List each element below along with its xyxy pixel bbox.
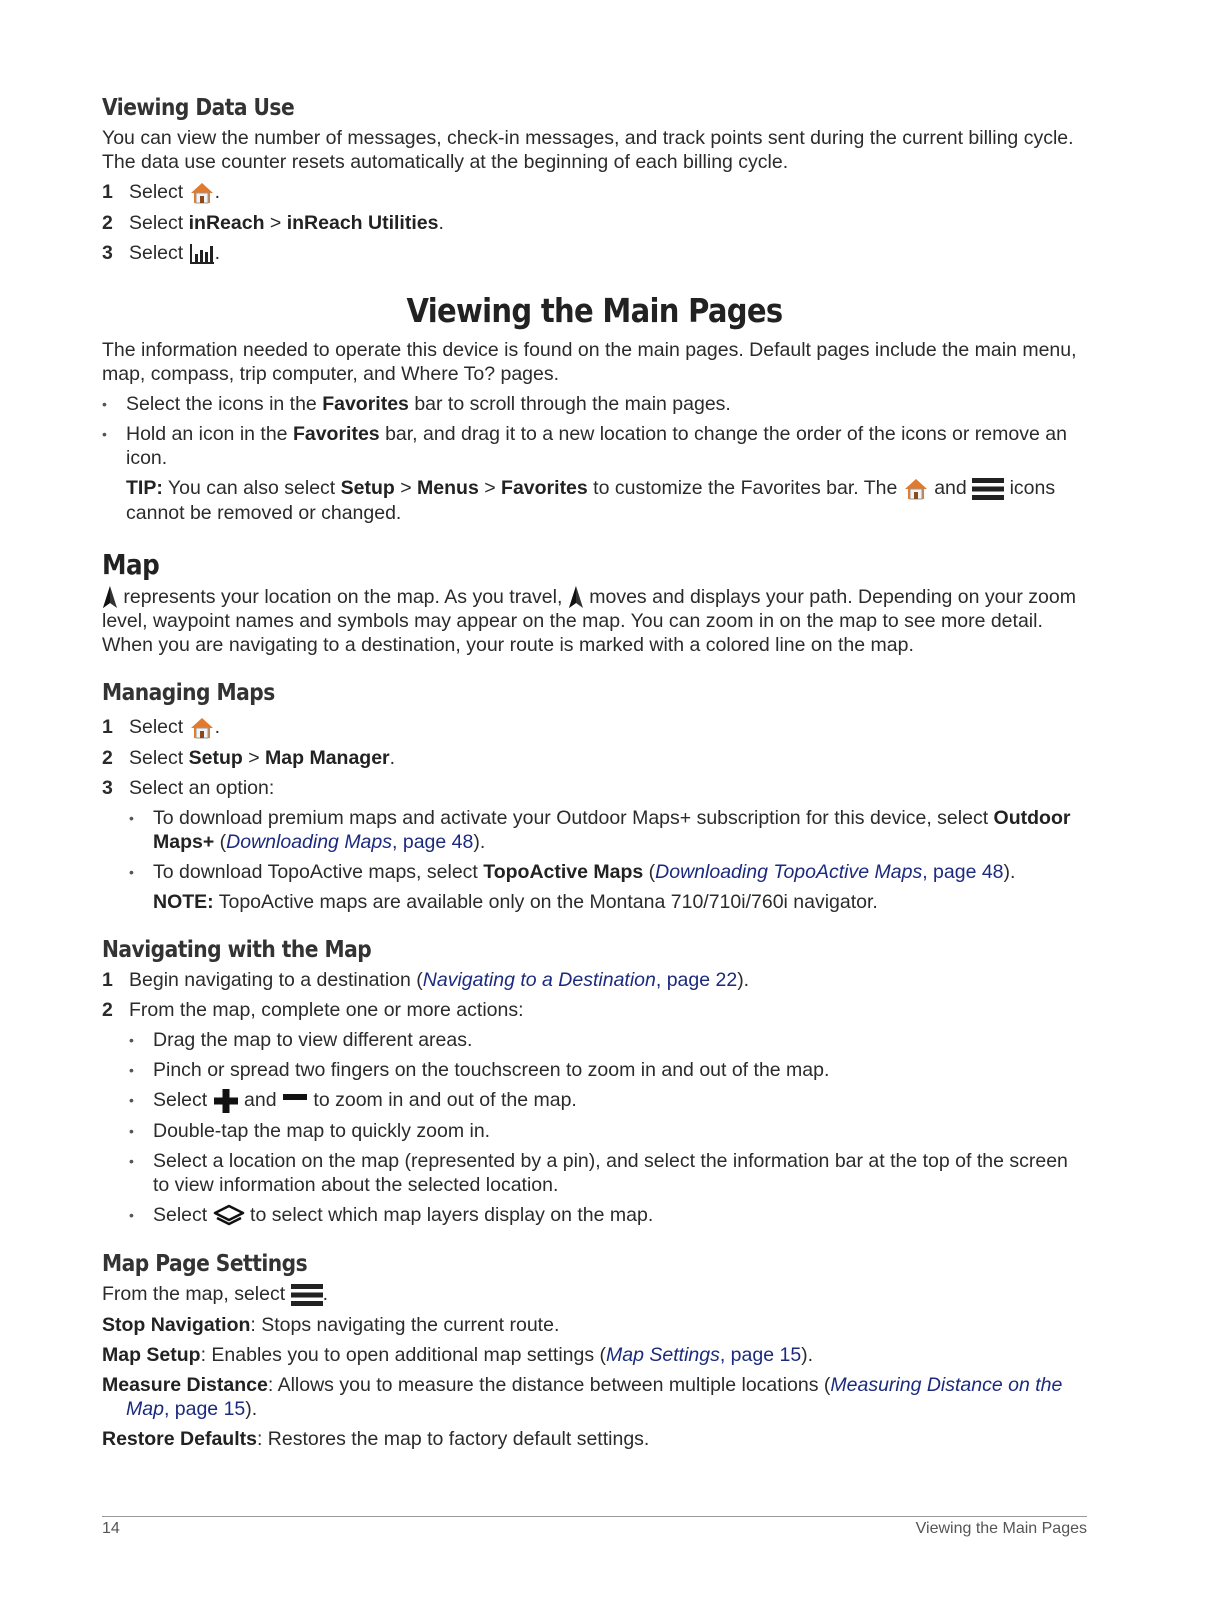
heading-viewing-data-use: Viewing Data Use <box>102 95 295 121</box>
bar-chart-icon <box>189 242 215 266</box>
step-1: 1 Select . <box>102 181 221 203</box>
map-intro: represents your location on the map. As you travel, moves and displays your path. Depending on your zoom level, waypoint names and symbols may appear on the map. You can zoom in on the map to see more detail. When you are navigating to a destination, your route is marked with a colored line on the map. <box>102 585 1076 657</box>
heading-managing-maps: Managing Maps <box>102 680 275 707</box>
layers-icon <box>213 1204 245 1228</box>
list-item: • Select to select which map layers display on the map. <box>129 1204 654 1227</box>
link-measuring-distance[interactable]: Measuring Distance on the Map, page 15 <box>126 1373 1063 1420</box>
footer-section-title: Viewing the Main Pages <box>915 1520 1087 1537</box>
step-2: 2 Select inReach > inReach Utilities. <box>102 211 444 234</box>
list-item: • To download premium maps and activate your Outdoor Maps+ subscription for this device, select Outdoor Maps+ (Downloading Maps, page 48). <box>129 807 1071 854</box>
menu-icon <box>972 477 1004 501</box>
main-pages-intro: The information needed to operate this device is found on the main pages. Default pages include the main menu, map, compass, trip computer, and Where To? pages. <box>102 338 1077 385</box>
step-3: 3 Select . <box>102 241 221 264</box>
link-navigating-to-destination[interactable]: Navigating to a Destination, page 22 <box>422 969 738 992</box>
document-page <box>102 92 1087 1451</box>
page-footer <box>102 1516 1087 1538</box>
list-item: • Select a location on the map (represented by a pin), and select the information bar at the top of the screen to view information about the selected location. <box>129 1150 1068 1197</box>
link-downloading-topoactive-maps[interactable]: Downloading TopoActive Maps, page 48 <box>655 861 1004 884</box>
link-map-settings[interactable]: Map Settings, page 15 <box>606 1343 802 1366</box>
list-item: • Pinch or spread two fingers on the touchscreen to zoom in and out of the map. <box>129 1059 830 1082</box>
page-number: 14 <box>102 1520 120 1537</box>
list-item: • Select the icons in the Favorites bar to scroll through the main pages. <box>102 392 731 415</box>
heading-navigating-with-map: Navigating with the Map <box>102 937 372 964</box>
setting-restore-defaults: Restore Defaults: Restores the map to factory default settings. <box>102 1427 650 1450</box>
home-icon <box>189 181 215 205</box>
position-arrow-icon <box>102 585 118 609</box>
home-icon <box>903 477 929 501</box>
setting-stop-navigation: Stop Navigation: Stops navigating the current route. <box>102 1313 560 1336</box>
step-3: 3 Select an option: <box>102 777 275 800</box>
step-2: 2 Select Setup > Map Manager. <box>102 747 396 770</box>
home-icon <box>189 716 215 740</box>
list-item: • Select and to zoom in and out of the map. <box>129 1089 577 1112</box>
action-list <box>102 1028 1087 1228</box>
list-item: • Hold an icon in the Favorites bar, and drag it to a new location to change the order of the icons or remove an icon. <box>102 422 1067 469</box>
note: NOTE: TopoActive maps are available only on the Montana 710/710i/760i navigator. <box>153 891 878 914</box>
step-1: 1 Select . <box>102 716 221 739</box>
setting-measure-distance: Measure Distance: Allows you to measure the distance between multiple locations (Measuring Distance on the Map, page 15). <box>102 1373 1063 1420</box>
heading-viewing-main-pages: Viewing the Main Pages <box>406 290 783 330</box>
plus-icon <box>213 1089 239 1113</box>
position-arrow-icon <box>568 585 584 609</box>
settings-intro: From the map, select . <box>102 1282 328 1305</box>
list-item: • Drag the map to view different areas. <box>129 1029 473 1052</box>
tip-note: TIP: You can also select Setup > Menus > Favorites to customize the Favorites bar. The and icons cannot be removed or changed. <box>126 476 1056 524</box>
list-item: • Double-tap the map to quickly zoom in. <box>129 1120 491 1143</box>
link-downloading-maps[interactable]: Downloading Maps, page 48 <box>226 831 474 854</box>
option-list <box>102 806 1087 914</box>
list-item: • To download TopoActive maps, select TopoActive Maps (Downloading TopoActive Maps, page 48). <box>129 861 1016 884</box>
step-1: 1 Begin navigating to a destination (Navigating to a Destination, page 22). <box>102 969 750 992</box>
setting-map-setup: Map Setup: Enables you to open additional map settings (Map Settings, page 15). <box>102 1343 814 1366</box>
heading-map-page-settings: Map Page Settings <box>102 1250 308 1277</box>
data-use-intro: You can view the number of messages, check-in messages, and track points sent during the current billing cycle. The data use counter resets automatically at the beginning of each billing cycle. <box>102 127 1074 173</box>
heading-map: Map <box>102 547 160 581</box>
step-2: 2 From the map, complete one or more actions: <box>102 999 524 1022</box>
minus-icon <box>282 1089 308 1113</box>
menu-icon <box>291 1283 323 1307</box>
